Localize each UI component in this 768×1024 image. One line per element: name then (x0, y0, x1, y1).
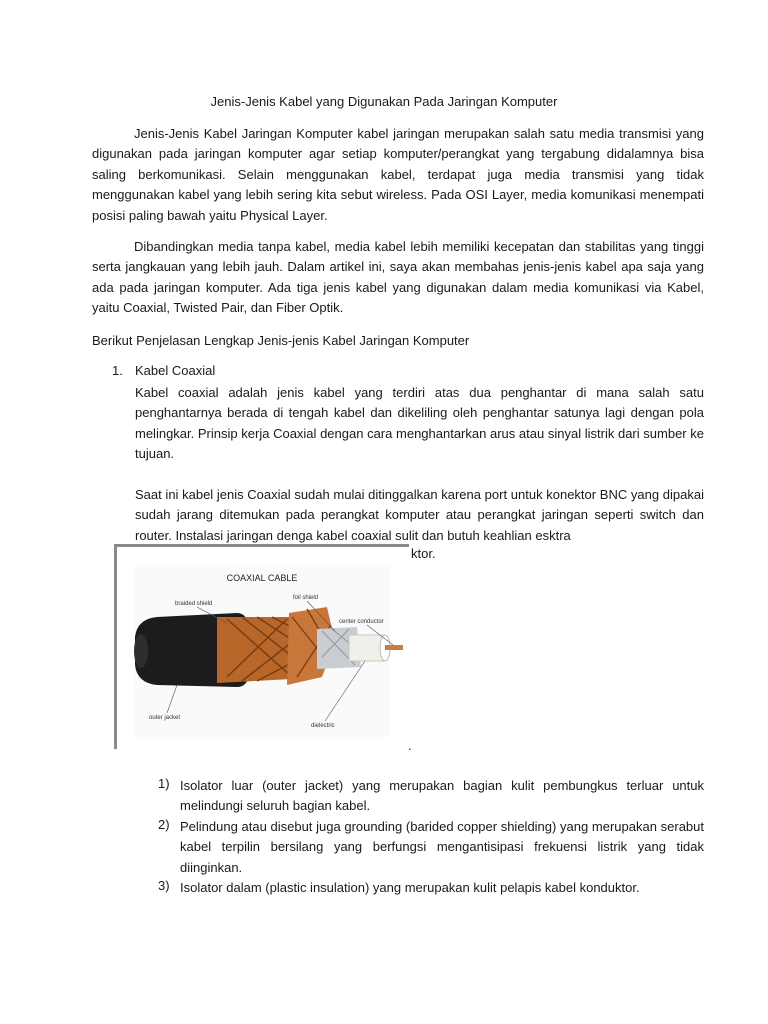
paragraph-intro: Jenis-Jenis Kabel Jaringan Komputer kabel jaringan merupakan salah satu media transmisi yang digunakan pada jaringan komputer agar setiap komputer/perangkat yang tergabung didalamnya bisa saling berkomunikasi. Selain menggunakan kabel, terdapat juga media transmisi yang tidak menggunakan kabel yang lebih sering kita sebut wireless. Pada OSI Layer, media komunikasi menempati posisi paling bawah yaitu Physical Layer. (92, 126, 704, 223)
item-text: Isolator luar (outer jacket) yang merupakan bagian kulit pembungkus terluar untuk melindungi seluruh bagian kabel. (180, 778, 704, 814)
figure-title: COAXIAL CABLE (226, 573, 298, 583)
label-braided-shield: braided shield (175, 601, 213, 607)
item-text: Isolator dalam (plastic insulation) yang merupakan kulit pelapis kabel konduktor. (180, 880, 640, 895)
intro-line: Berikut Penjelasan Lengkap Jenis-jenis Kabel Jaringan Komputer (92, 333, 470, 348)
label-center-conductor: center conductor (339, 619, 384, 625)
coaxial-definition: Kabel coaxial adalah jenis kabel yang terdiri atas dua penghantar di mana salah satu penghantarnya berada di tengah kabel dan dikeliling oleh penghantar satunya lagi dengan pola melingkar. Prinsip kerja Coaxial dengan cara menghantarkan arus atau sinyal listrik dari sumber ke tujuan. (135, 385, 704, 462)
label-dielectric: dielectric (311, 723, 335, 729)
list-number: 1. (112, 363, 123, 378)
item-number: 3) (158, 878, 170, 893)
coaxial-cable-illustration (117, 547, 409, 749)
coaxial-usage: Saat ini kabel jenis Coaxial sudah mulai ditinggalkan karena port untuk konektor BNC yang dipakai sudah jarang ditemukan pada perangkat komputer atau perangkat jaringan seperti switch dan router. Instalasi jaringan denga kabel coaxial sulit dan butuh keahlian esktra (135, 487, 704, 543)
caption-dot: . (408, 738, 412, 753)
paragraph-comparison: Dibandingkan media tanpa kabel, media kabel lebih memiliki kecepatan dan stabilitas yang tinggi serta jangkauan yang lebih jauh. Dalam artikel ini, saya akan membahas jenis-jenis kabel apa saja yang ada pada jaringan komputer. Ada tiga jenis kabel yang digunakan dalam media komunikasi via Kabel, yaitu Coaxial, Twisted Pair, dan Fiber Optik. (92, 239, 704, 316)
coaxial-cable-figure (114, 544, 409, 749)
label-foil-shield: foil shield (293, 595, 319, 601)
section-heading: Kabel Coaxial (135, 363, 216, 378)
figure-trailing-text: ktor. (411, 546, 436, 561)
item-text: Pelindung atau disebut juga grounding (barided copper shielding) yang merupakan serabut kabel terpilin bersilang yang berfungsi mengantisipasi frekuensi listrik yang tidak diinginkan. (180, 819, 704, 875)
page-title: Jenis-Jenis Kabel yang Digunakan Pada Jaringan Komputer (210, 94, 558, 109)
label-outer-jacket: outer jacket (149, 715, 181, 721)
item-number: 1) (158, 776, 170, 791)
item-number: 2) (158, 817, 170, 832)
